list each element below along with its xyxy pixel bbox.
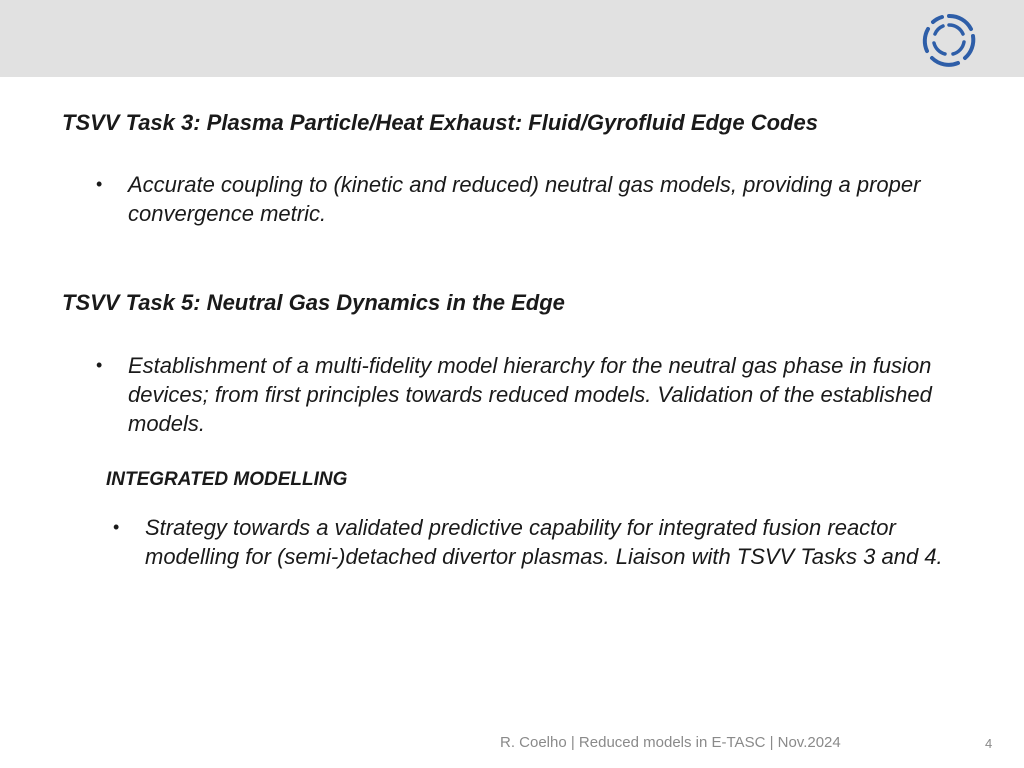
bullet-text: Establishment of a multi-fidelity model hierarchy for the neutral gas phase in fusion devices; from first principles towards reduced models. Validation of the established models. xyxy=(128,353,932,436)
bullet-marker: • xyxy=(96,174,103,194)
bullet-text: Strategy towards a validated predictive capability for integrated fusion reactor modelling for (semi-)detached divertor plasmas. Liaison with TSVV Tasks 3 and 4. xyxy=(145,515,943,569)
page-number: 4 xyxy=(985,736,993,751)
footer-text: R. Coelho | Reduced models in E-TASC | Nov.2024 xyxy=(500,734,841,751)
fusion-ring-logo-icon xyxy=(920,12,978,68)
bullet-task5 xyxy=(96,351,978,438)
section-heading-integrated-modelling: INTEGRATED MODELLING xyxy=(106,469,348,490)
bullet-marker: • xyxy=(113,517,120,537)
bullet-text: Accurate coupling to (kinetic and reduced) neutral gas models, providing a proper convergence metric. xyxy=(128,172,921,226)
header-bar xyxy=(0,0,1024,77)
bullet-marker: • xyxy=(96,355,103,375)
section-heading-task3: TSVV Task 3: Plasma Particle/Heat Exhaust: Fluid/Gyrofluid Edge Codes xyxy=(62,110,818,135)
bullet-integrated-modelling xyxy=(113,513,965,571)
bullet-task3 xyxy=(96,170,948,228)
section-heading-task5: TSVV Task 5: Neutral Gas Dynamics in the Edge xyxy=(62,290,565,315)
